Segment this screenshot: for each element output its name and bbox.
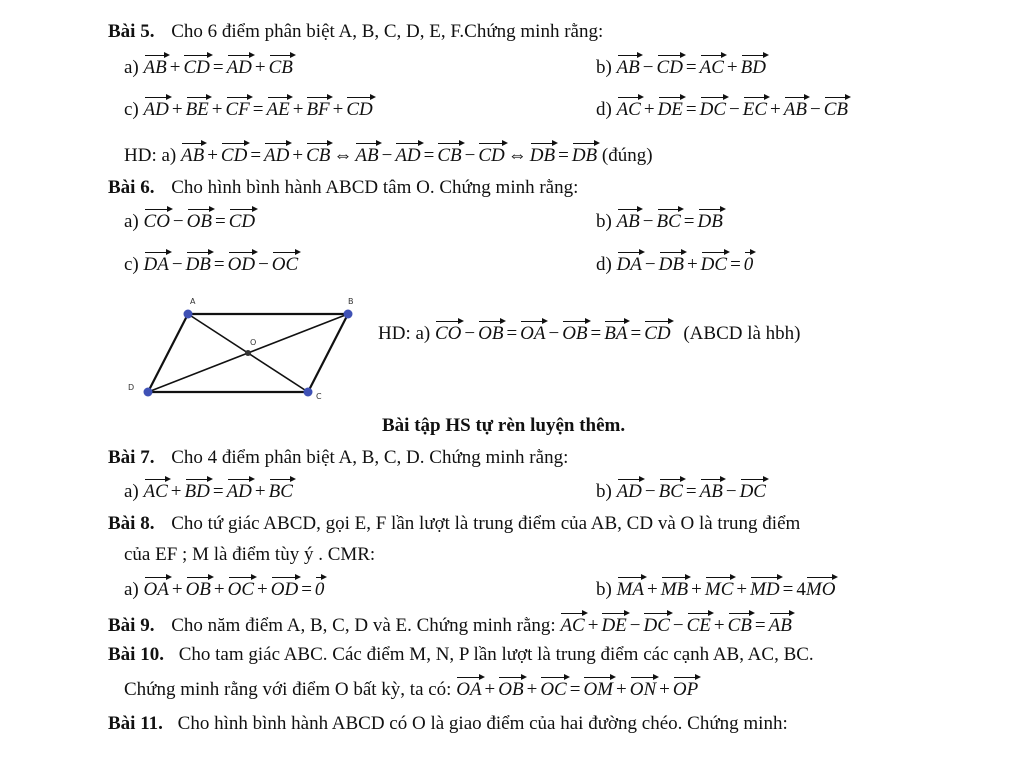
- vector-cd: CD: [644, 318, 670, 342]
- vector-oc: OC: [272, 249, 298, 273]
- problem-10-statement: Bài 10. Cho tam giác ABC. Các điểm M, N, P lần lượt là trung điểm các cạnh AB, AC, BC.: [108, 644, 814, 665]
- vector-ab: AB: [144, 52, 167, 76]
- operator: −: [642, 211, 654, 232]
- problem-6c: c) DA − DB = OD − OC: [124, 249, 298, 277]
- operator: =: [683, 211, 695, 232]
- operator: +: [587, 615, 599, 636]
- vector-od: OD: [271, 574, 298, 598]
- vector-cf: CF: [226, 94, 250, 118]
- problem-8-statement-cont: của EF ; M là điểm tùy ý . CMR:: [124, 544, 376, 565]
- operator: =: [506, 323, 518, 344]
- vector-ob: OB: [478, 318, 503, 342]
- operator: +: [647, 579, 658, 600]
- edge-ad: [148, 314, 188, 392]
- vector-ab: AB: [617, 52, 640, 76]
- vector-on: ON: [630, 674, 656, 698]
- operator: +: [169, 57, 181, 78]
- vector-ab: AB: [617, 206, 640, 230]
- problem-7b: b) AD − BC = AB − DC: [596, 476, 766, 504]
- operator: ⇔: [507, 145, 527, 166]
- vector-ad: AD: [227, 52, 252, 76]
- operator: =: [685, 481, 697, 502]
- operator: =: [212, 481, 224, 502]
- point-d: [144, 388, 153, 397]
- operator: =: [250, 145, 262, 166]
- operator: +: [713, 615, 725, 636]
- operator: =: [685, 57, 697, 78]
- vector-ec: EC: [743, 94, 767, 118]
- formula-5d: [617, 99, 848, 120]
- operator: +: [171, 579, 183, 600]
- vector-ad: AD: [617, 476, 642, 500]
- vector-0: 0: [315, 574, 325, 598]
- problem-11-statement: Bài 11. Cho hình bình hành ABCD có O là giao điểm của hai đường chéo. Chứng minh:: [108, 713, 788, 734]
- problem-5c: c) AD + BE + CF = AE + BF + CD: [124, 94, 373, 122]
- problem-7a: a) AC + BD = AD + BC: [124, 476, 293, 504]
- vector-md: MD: [750, 574, 780, 598]
- vector-op: OP: [673, 674, 698, 698]
- vector-mb: MB: [661, 574, 688, 598]
- vector-bf: BF: [306, 94, 329, 118]
- operator: =: [630, 323, 642, 344]
- operator: −: [644, 254, 656, 275]
- operator: −: [258, 254, 269, 275]
- operator: +: [170, 481, 182, 502]
- vector-db: DB: [530, 140, 555, 164]
- operator: =: [301, 579, 312, 600]
- vector-dc: DC: [700, 94, 726, 118]
- vector-oa: OA: [144, 574, 169, 598]
- operator: =: [590, 323, 602, 344]
- operator: =: [212, 57, 224, 78]
- vector-mc: MC: [705, 574, 734, 598]
- operator: =: [754, 615, 766, 636]
- operator: =: [214, 211, 226, 232]
- operator: +: [770, 99, 781, 120]
- operator: +: [171, 99, 183, 120]
- vector-da: DA: [144, 249, 169, 273]
- operator: −: [629, 615, 641, 636]
- operator: +: [691, 579, 702, 600]
- operator: =: [685, 99, 697, 120]
- vector-0: 0: [744, 249, 754, 273]
- vector-bc: BC: [657, 206, 681, 230]
- operator: −: [172, 211, 184, 232]
- formula-8a: [144, 579, 325, 600]
- operator: +: [332, 99, 344, 120]
- vector-ae: AE: [267, 94, 290, 118]
- vector-bd: BD: [741, 52, 766, 76]
- vector-oc: OC: [228, 574, 254, 598]
- operator: =: [569, 679, 581, 700]
- problem-10-heading: Bài 10.: [108, 644, 164, 665]
- vector-cd: CD: [346, 94, 372, 118]
- vector-ob: OB: [562, 318, 587, 342]
- operator: +: [257, 579, 268, 600]
- formula-8b: [617, 579, 836, 600]
- formula-10: [456, 679, 698, 700]
- vector-cb: CB: [306, 140, 330, 164]
- problem-5-statement: Bài 5. Cho 6 điểm phân biệt A, B, C, D, E, F.Chứng minh rằng:: [108, 21, 604, 42]
- vector-ab: AB: [355, 140, 378, 164]
- vector-om: OM: [583, 674, 613, 698]
- vector-cd: CD: [657, 52, 683, 76]
- operator: −: [171, 254, 183, 275]
- vector-bd: BD: [185, 476, 210, 500]
- vector-cb: CB: [269, 52, 293, 76]
- vector-bc: BC: [269, 476, 293, 500]
- formula-5b: [617, 57, 766, 78]
- vector-ad: AD: [144, 94, 169, 118]
- vector-co: CO: [144, 206, 170, 230]
- operator: −: [464, 323, 476, 344]
- operator: ⇔: [333, 145, 353, 166]
- problem-5-hint: HD: a) AB + CD = AD + CB ⇔ AB − AD = CB − CD ⇔ DB = DB (đúng): [124, 140, 653, 168]
- problem-5a: a) AB + CD = AD + CB: [124, 52, 293, 80]
- problem-10-statement-cont: Chứng minh rằng với điểm O bất kỳ, ta có: OA + OB + OC = OM + ON + OP: [124, 674, 698, 702]
- vector-ce: CE: [687, 610, 711, 634]
- vector-ab: AB: [181, 140, 204, 164]
- vector-bc: BC: [659, 476, 683, 500]
- formula-6b: [617, 211, 723, 232]
- vector-cd: CD: [183, 52, 209, 76]
- problem-6-statement: Bài 6. Cho hình bình hành ABCD tâm O. Chứng minh rằng:: [108, 177, 579, 198]
- edge-bc: [308, 314, 348, 392]
- label-d: D: [128, 383, 135, 392]
- vector-ob: OB: [186, 574, 211, 598]
- operator: −: [548, 323, 560, 344]
- problem-6-hint: HD: a) CO − OB = OA − OB = BA = CD (ABCD là hbh): [378, 318, 801, 346]
- vector-oc: OC: [540, 674, 566, 698]
- problem-11-heading: Bài 11.: [108, 713, 163, 734]
- vector-da: DA: [617, 249, 642, 273]
- vector-cd: CD: [229, 206, 255, 230]
- problem-5b: b) AB − CD = AC + BD: [596, 52, 766, 80]
- operator: −: [729, 99, 740, 120]
- vector-cd: CD: [221, 140, 247, 164]
- formula-6-hint: [435, 323, 671, 344]
- vector-ac: AC: [560, 610, 584, 634]
- vector-be: BE: [186, 94, 209, 118]
- vector-de: DE: [658, 94, 683, 118]
- operator: +: [213, 579, 225, 600]
- vector-cb: CB: [437, 140, 461, 164]
- operator: +: [726, 57, 738, 78]
- formula-7a: [144, 481, 293, 502]
- problem-5d: d) AC + DE = DC − EC + AB − CB: [596, 94, 848, 122]
- vector-cb: CB: [728, 610, 752, 634]
- problem-9-heading: Bài 9.: [108, 615, 155, 636]
- label-o: O: [250, 338, 257, 347]
- operator: +: [207, 145, 218, 166]
- point-o: [245, 350, 251, 356]
- operator: −: [644, 481, 656, 502]
- vector-mo: MO: [806, 574, 836, 598]
- problem-6a: a) CO − OB = CD: [124, 206, 255, 234]
- label-c: C: [316, 392, 322, 401]
- vector-co: CO: [435, 318, 461, 342]
- operator: −: [672, 615, 684, 636]
- operator: +: [292, 145, 304, 166]
- operator: −: [464, 145, 476, 166]
- vector-ac: AC: [144, 476, 168, 500]
- parallelogram-figure: [110, 292, 370, 412]
- vector-dc: DC: [740, 476, 766, 500]
- problem-7-heading: Bài 7.: [108, 447, 155, 468]
- formula-9: [560, 615, 791, 636]
- vector-oa: OA: [456, 674, 481, 698]
- problem-5-heading: Bài 5.: [108, 21, 155, 42]
- operator: +: [686, 254, 698, 275]
- operator: −: [725, 481, 737, 502]
- vector-cd: CD: [478, 140, 504, 164]
- vector-od: OD: [228, 249, 255, 273]
- operator: +: [616, 679, 627, 700]
- vector-ad: AD: [395, 140, 420, 164]
- problem-7-statement: Bài 7. Cho 4 điểm phân biệt A, B, C, D. Chứng minh rằng:: [108, 447, 569, 468]
- operator: =: [423, 145, 435, 166]
- operator: +: [254, 481, 266, 502]
- vector-ba: BA: [604, 318, 627, 342]
- vector-db: DB: [698, 206, 723, 230]
- operator: +: [254, 57, 266, 78]
- formula-5c: [144, 99, 373, 120]
- point-a: [184, 310, 193, 319]
- formula-7b: [617, 481, 766, 502]
- vector-ab: AB: [784, 94, 807, 118]
- vector-db: DB: [572, 140, 597, 164]
- coefficient: 4: [796, 579, 806, 600]
- operator: +: [211, 99, 223, 120]
- formula-5-hint: [181, 145, 597, 166]
- operator: +: [659, 679, 670, 700]
- vector-ma: MA: [617, 574, 644, 598]
- formula-5a: [144, 57, 293, 78]
- vector-cb: CB: [824, 94, 848, 118]
- operator: +: [736, 579, 748, 600]
- point-c: [304, 388, 313, 397]
- problem-6-heading: Bài 6.: [108, 177, 155, 198]
- vector-ad: AD: [264, 140, 289, 164]
- operator: +: [526, 679, 538, 700]
- vector-ab: AB: [769, 610, 792, 634]
- operator: =: [730, 254, 741, 275]
- vector-ad: AD: [227, 476, 252, 500]
- vector-ab: AB: [700, 476, 723, 500]
- label-a: A: [190, 297, 196, 306]
- vector-de: DE: [601, 610, 626, 634]
- vector-ac: AC: [700, 52, 724, 76]
- label-b: B: [348, 297, 354, 306]
- formula-6a: [144, 211, 256, 232]
- problem-8-heading: Bài 8.: [108, 513, 155, 534]
- operator: =: [213, 254, 225, 275]
- vector-ob: OB: [498, 674, 523, 698]
- operator: +: [643, 99, 655, 120]
- problem-8-statement: Bài 8. Cho tứ giác ABCD, gọi E, F lần lượt là trung điểm của AB, CD và O là trung điểm: [108, 513, 801, 534]
- operator: +: [484, 679, 496, 700]
- operator: +: [292, 99, 304, 120]
- operator: =: [782, 579, 794, 600]
- problem-8b: b) MA + MB + MC + MD = 4MO: [596, 574, 835, 602]
- vector-ob: OB: [187, 206, 212, 230]
- vector-db: DB: [659, 249, 684, 273]
- vector-oa: OA: [520, 318, 545, 342]
- section-title: Bài tập HS tự rèn luyện thêm.: [382, 415, 626, 436]
- operator: =: [252, 99, 264, 120]
- vector-ac: AC: [617, 94, 641, 118]
- problem-6b: b) AB − BC = DB: [596, 206, 723, 234]
- operator: =: [558, 145, 569, 166]
- formula-6d: [617, 254, 754, 275]
- problem-9-statement: Bài 9. Cho năm điểm A, B, C, D và E. Chứng minh rằng: AC + DE − DC − CE + CB = AB: [108, 610, 792, 638]
- problem-8a: a) OA + OB + OC + OD = 0: [124, 574, 324, 602]
- vector-dc: DC: [701, 249, 727, 273]
- vector-db: DB: [186, 249, 211, 273]
- point-b: [344, 310, 353, 319]
- formula-6c: [144, 254, 299, 275]
- operator: −: [642, 57, 654, 78]
- operator: −: [381, 145, 393, 166]
- problem-6d: d) DA − DB + DC = 0: [596, 249, 753, 277]
- operator: −: [809, 99, 821, 120]
- vector-dc: DC: [643, 610, 669, 634]
